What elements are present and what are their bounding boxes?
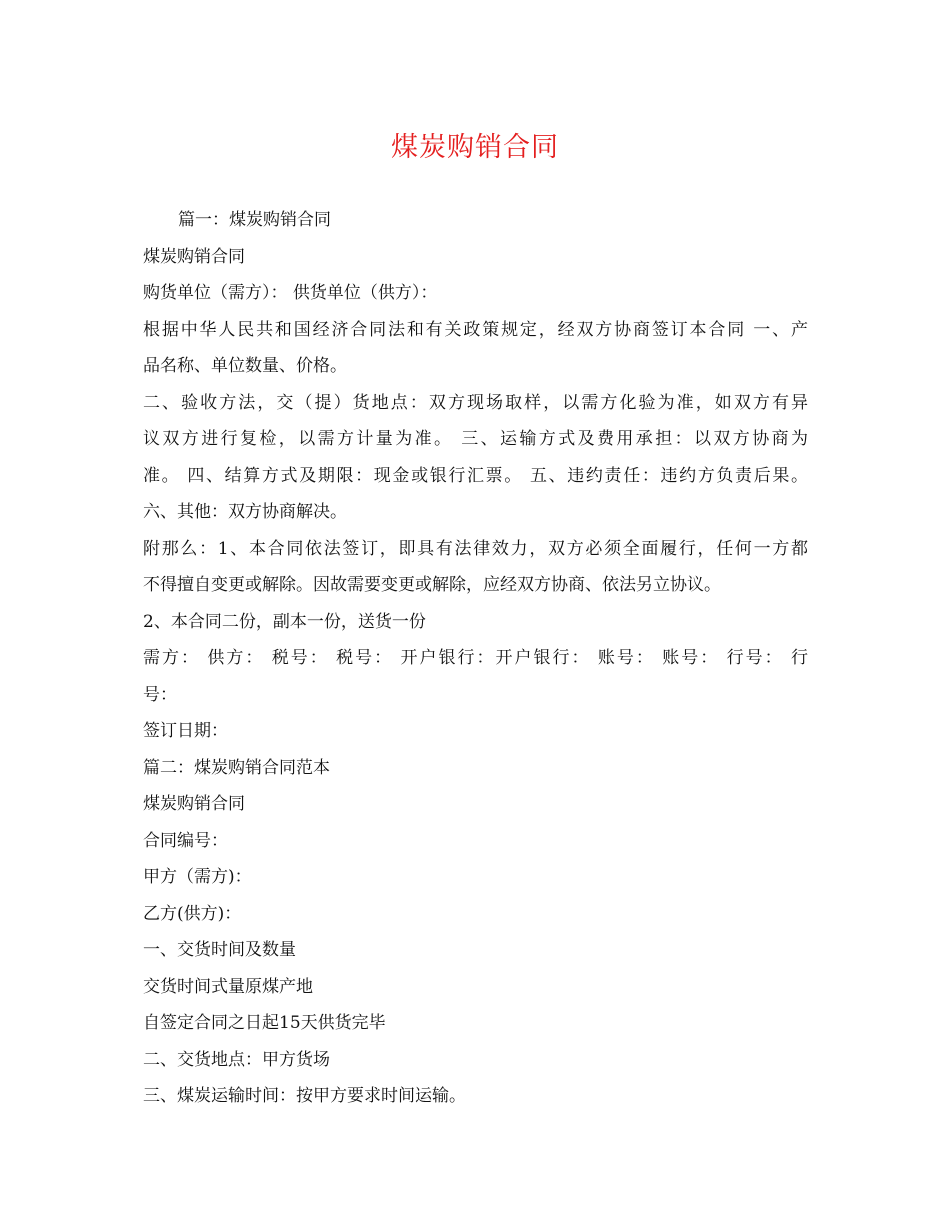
party-a: 甲方（需方)： xyxy=(143,867,252,887)
signature-fields-line: 号： xyxy=(143,684,177,705)
paragraph-line: 二、验收方法，交（提）货地点：双方现场取样，以需方化验为准，如双方有异 xyxy=(143,392,808,413)
paragraph-line: 附那么：1、本合同依法签订，即具有法律效力，双方必须全面履行，任何一方都 xyxy=(143,538,808,559)
party-b: 乙方(供方)： xyxy=(143,903,242,924)
paragraph-line: 交货时间式量原煤产地 xyxy=(143,976,313,997)
parties-line: 购货单位（需方）： 供货单位（供方）： xyxy=(143,283,438,303)
contract-heading: 煤炭购销合同 xyxy=(143,794,245,814)
paragraph-line: 议双方进行复检，以需方计量为准。 三、运输方式及费用承担：以双方协商为 xyxy=(143,429,808,449)
contract-number: 合同编号： xyxy=(143,830,228,851)
document-title: 煤炭购销合同 xyxy=(391,132,559,163)
paragraph-line: 不得擅自变更或解除。因故需要变更或解除，应经双方协商、依法另立协议。 xyxy=(143,575,721,595)
clause-heading: 一、交货时间及数量 xyxy=(143,940,296,960)
signing-date: 签订日期： xyxy=(143,721,228,741)
clause-heading: 三、煤炭运输时间：按甲方要求时间运输。 xyxy=(143,1086,466,1106)
paragraph-line: 六、其他：双方协商解决。 xyxy=(143,502,347,522)
clause-heading: 二、交货地点：甲方货场 xyxy=(143,1049,330,1070)
contract-heading: 煤炭购销合同 xyxy=(143,246,245,267)
signature-fields-line: 需方： 供方： 税号： 税号： 开户银行：开户银行： 账号： 账号： 行号： 行 xyxy=(143,648,808,668)
paragraph-line: 准。 四、结算方式及期限：现金或银行汇票。 五、违约责任：违约方负责后果。 xyxy=(143,465,808,486)
paragraph-line: 2、本合同二份，副本一份，送货一份 xyxy=(143,611,426,632)
paragraph-line: 根据中华人民共和国经济合同法和有关政策规定，经双方协商签订本合同 一、产 xyxy=(143,319,808,340)
document-body xyxy=(143,202,808,1115)
section-heading-part-one: 篇一：煤炭购销合同 xyxy=(178,210,331,230)
paragraph-line: 品名称、单位数量、价格。 xyxy=(143,356,347,376)
section-heading-part-two: 篇二：煤炭购销合同范本 xyxy=(143,757,330,778)
paragraph-line: 自签定合同之日起15天供货完毕 xyxy=(143,1013,386,1033)
